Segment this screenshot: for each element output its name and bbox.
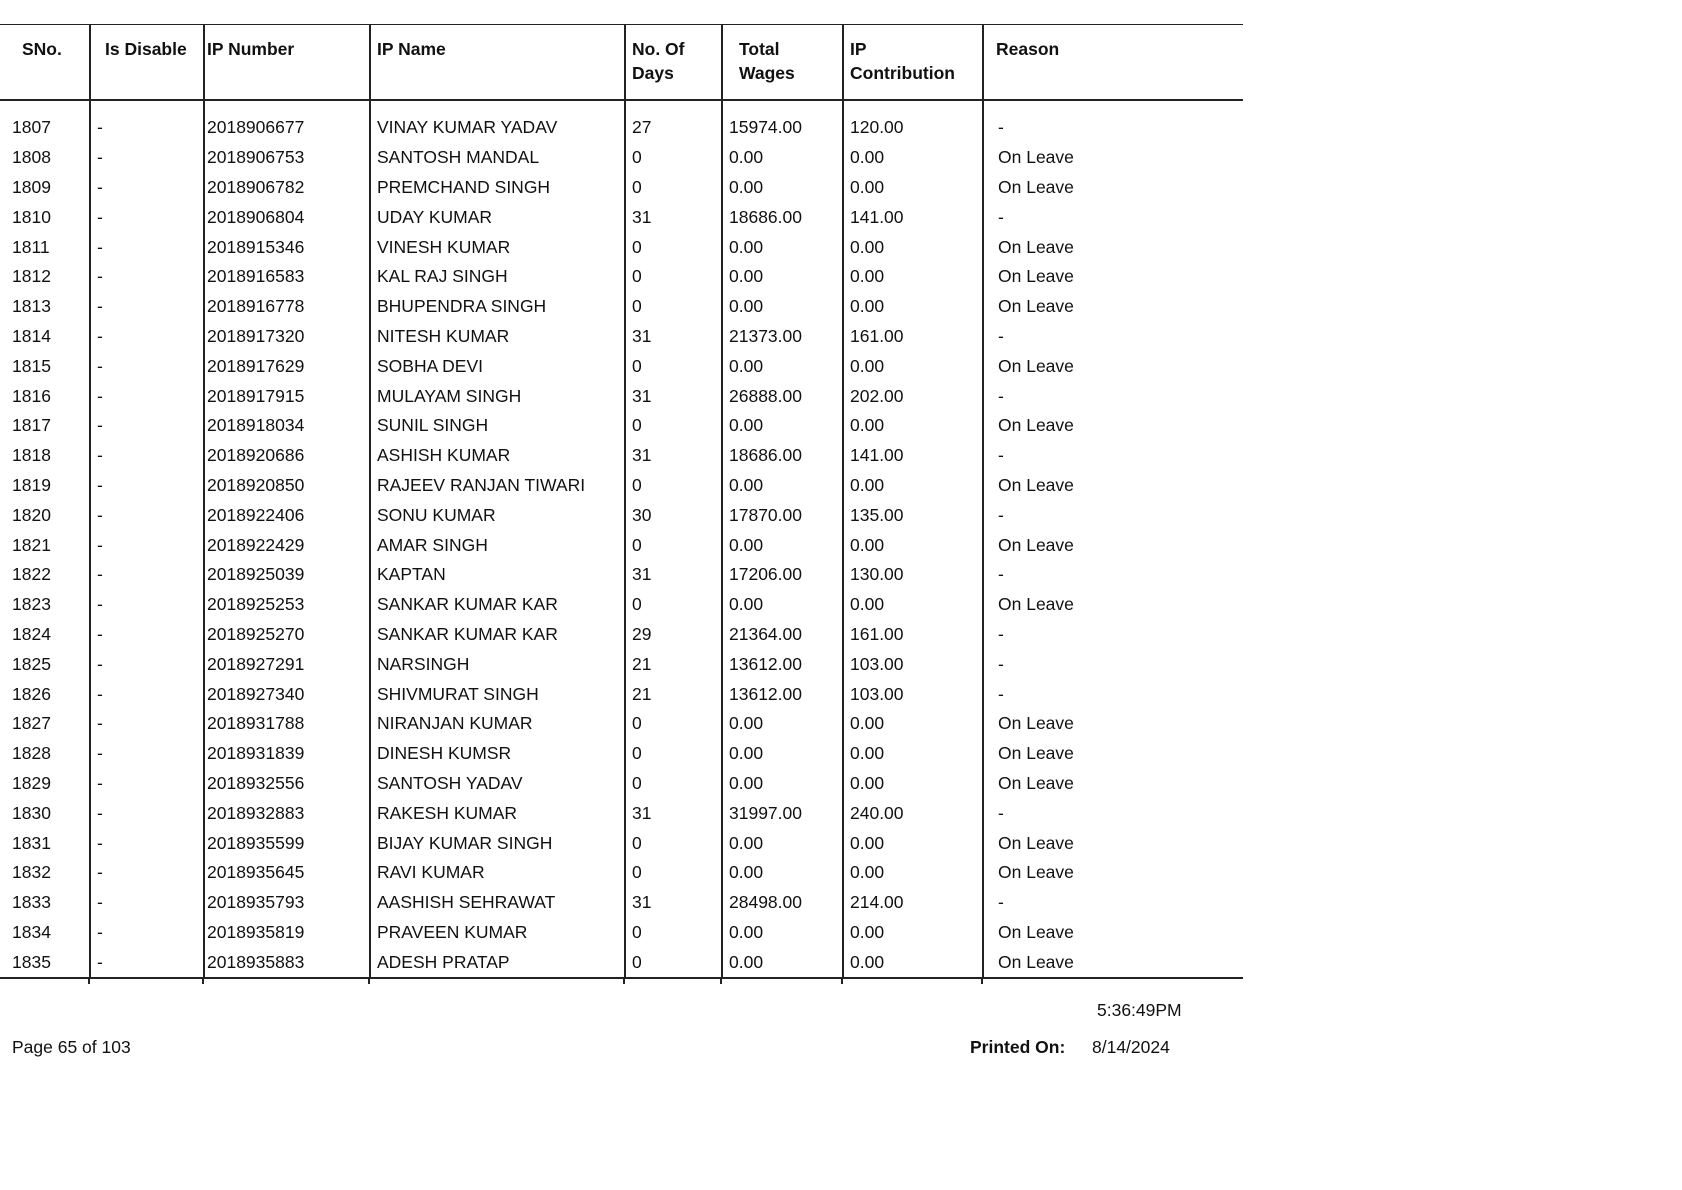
cell-ip-number: 2018920686 [204, 441, 370, 471]
cell-reason: - [983, 441, 1243, 471]
cell-reason: - [983, 560, 1243, 590]
cell-total-wages: 0.00 [722, 471, 843, 501]
cell-days: 29 [625, 620, 722, 650]
cell-reason: - [983, 888, 1243, 918]
cell-ip-contribution: 0.00 [843, 471, 983, 501]
cell-ip-name: KAPTAN [370, 560, 625, 590]
header-ip-number-label: IP Number [207, 39, 295, 59]
cell-reason: On Leave [983, 918, 1243, 948]
cell-total-wages: 21373.00 [722, 322, 843, 352]
cell-ip-name: UDAY KUMAR [370, 202, 625, 232]
column-stub [981, 979, 983, 984]
table-row [0, 560, 1243, 590]
cell-ip-contribution: 0.00 [843, 143, 983, 173]
cell-reason: On Leave [983, 471, 1243, 501]
cell-sno: 1809 [12, 176, 51, 197]
cell-sno: 1832 [12, 862, 51, 883]
cell-sno: 1815 [12, 355, 51, 376]
cell-is-disable: - [90, 530, 204, 560]
ip-contribution-table [0, 24, 1243, 979]
header-wages-line2: Wages [739, 63, 795, 83]
cell-sno: 1829 [12, 772, 51, 793]
table-row [0, 888, 1243, 918]
cell-ip-contribution: 135.00 [843, 500, 983, 530]
table-row [0, 262, 1243, 292]
cell-sno: 1810 [12, 206, 51, 227]
cell-sno: 1827 [12, 713, 51, 734]
table-row [0, 620, 1243, 650]
cell-total-wages: 18686.00 [722, 441, 843, 471]
cell-total-wages: 0.00 [722, 351, 843, 381]
cell-is-disable: - [90, 918, 204, 948]
printed-time: 5:36:49PM [1097, 1000, 1182, 1020]
cell-days: 0 [625, 530, 722, 560]
cell-total-wages: 13612.00 [722, 679, 843, 709]
cell-ip-name: AASHISH SEHRAWAT [370, 888, 625, 918]
cell-total-wages: 17870.00 [722, 500, 843, 530]
cell-is-disable: - [90, 381, 204, 411]
cell-ip-name: SONU KUMAR [370, 500, 625, 530]
cell-ip-number: 2018935599 [204, 828, 370, 858]
cell-ip-number: 2018925039 [204, 560, 370, 590]
cell-is-disable: - [90, 679, 204, 709]
cell-total-wages: 15974.00 [722, 113, 843, 143]
header-sno-label: SNo. [22, 39, 62, 59]
cell-days: 27 [625, 113, 722, 143]
cell-days: 31 [625, 202, 722, 232]
cell-reason: On Leave [983, 709, 1243, 739]
cell-ip-contribution: 0.00 [843, 858, 983, 888]
cell-is-disable: - [90, 947, 204, 978]
table-row [0, 679, 1243, 709]
cell-ip-name: SHIVMURAT SINGH [370, 679, 625, 709]
cell-days: 0 [625, 411, 722, 441]
cell-ip-number: 2018935883 [204, 947, 370, 978]
cell-days: 31 [625, 798, 722, 828]
cell-is-disable: - [90, 173, 204, 203]
cell-ip-number: 2018906782 [204, 173, 370, 203]
cell-ip-contribution: 0.00 [843, 232, 983, 262]
cell-ip-contribution: 130.00 [843, 560, 983, 590]
cell-ip-contribution: 0.00 [843, 530, 983, 560]
cell-days: 31 [625, 322, 722, 352]
cell-reason: On Leave [983, 143, 1243, 173]
cell-is-disable: - [90, 828, 204, 858]
table-row [0, 292, 1243, 322]
cell-ip-contribution: 0.00 [843, 709, 983, 739]
table-row [0, 471, 1243, 501]
report-sheet [0, 24, 1243, 984]
header-wages-line1: Total [739, 39, 780, 59]
cell-ip-number: 2018925270 [204, 620, 370, 650]
cell-ip-number: 2018931839 [204, 739, 370, 769]
cell-is-disable: - [90, 322, 204, 352]
header-total-wages [722, 25, 843, 101]
cell-ip-name: VINESH KUMAR [370, 232, 625, 262]
cell-is-disable: - [90, 292, 204, 322]
cell-sno: 1816 [12, 385, 51, 406]
cell-total-wages: 0.00 [722, 262, 843, 292]
cell-sno: 1808 [12, 147, 51, 168]
table-body [0, 100, 1243, 978]
cell-is-disable: - [90, 649, 204, 679]
cell-days: 0 [625, 351, 722, 381]
cell-is-disable: - [90, 739, 204, 769]
table-row [0, 947, 1243, 978]
cell-days: 0 [625, 709, 722, 739]
table-row [0, 351, 1243, 381]
cell-is-disable: - [90, 143, 204, 173]
table-row [0, 858, 1243, 888]
table-row [0, 918, 1243, 948]
cell-ip-name: RAKESH KUMAR [370, 798, 625, 828]
cell-total-wages: 28498.00 [722, 888, 843, 918]
cell-reason: On Leave [983, 858, 1243, 888]
cell-reason: On Leave [983, 739, 1243, 769]
column-stub [841, 979, 843, 984]
header-contrib-line2: Contribution [850, 63, 955, 83]
cell-days: 0 [625, 232, 722, 262]
column-stub [88, 979, 90, 984]
cell-ip-number: 2018916778 [204, 292, 370, 322]
cell-ip-number: 2018906804 [204, 202, 370, 232]
table-row [0, 530, 1243, 560]
cell-ip-number: 2018922429 [204, 530, 370, 560]
header-ip-number [204, 25, 370, 101]
cell-ip-contribution: 161.00 [843, 620, 983, 650]
table-row [0, 798, 1243, 828]
cell-ip-contribution: 141.00 [843, 441, 983, 471]
cell-is-disable: - [90, 500, 204, 530]
cell-ip-name: MULAYAM SINGH [370, 381, 625, 411]
cell-reason: On Leave [983, 411, 1243, 441]
table-row [0, 739, 1243, 769]
cell-days: 0 [625, 858, 722, 888]
cell-total-wages: 0.00 [722, 232, 843, 262]
cell-reason: On Leave [983, 262, 1243, 292]
cell-total-wages: 31997.00 [722, 798, 843, 828]
cell-ip-name: KAL RAJ SINGH [370, 262, 625, 292]
cell-sno: 1822 [12, 564, 51, 585]
cell-sno: 1828 [12, 743, 51, 764]
cell-ip-number: 2018932883 [204, 798, 370, 828]
column-stubs [0, 979, 1243, 984]
cell-ip-number: 2018932556 [204, 769, 370, 799]
column-stub [720, 979, 722, 984]
cell-reason: On Leave [983, 351, 1243, 381]
cell-ip-name: ASHISH KUMAR [370, 441, 625, 471]
header-days [625, 25, 722, 101]
cell-days: 30 [625, 500, 722, 530]
cell-ip-name: NIRANJAN KUMAR [370, 709, 625, 739]
cell-total-wages: 0.00 [722, 709, 843, 739]
cell-ip-name: AMAR SINGH [370, 530, 625, 560]
table-row [0, 769, 1243, 799]
table-row [0, 828, 1243, 858]
cell-sno: 1820 [12, 504, 51, 525]
cell-is-disable: - [90, 709, 204, 739]
cell-sno: 1814 [12, 325, 51, 346]
cell-total-wages: 0.00 [722, 739, 843, 769]
cell-ip-number: 2018925253 [204, 590, 370, 620]
cell-ip-contribution: 0.00 [843, 262, 983, 292]
cell-is-disable: - [90, 590, 204, 620]
cell-total-wages: 0.00 [722, 947, 843, 978]
cell-days: 0 [625, 262, 722, 292]
cell-is-disable: - [90, 202, 204, 232]
cell-ip-contribution: 0.00 [843, 918, 983, 948]
cell-ip-number: 2018915346 [204, 232, 370, 262]
cell-days: 0 [625, 739, 722, 769]
cell-is-disable: - [90, 262, 204, 292]
table-row [0, 411, 1243, 441]
cell-sno: 1824 [12, 623, 51, 644]
cell-total-wages: 21364.00 [722, 620, 843, 650]
cell-reason: - [983, 113, 1243, 143]
cell-total-wages: 0.00 [722, 173, 843, 203]
cell-sno: 1823 [12, 594, 51, 615]
cell-total-wages: 0.00 [722, 858, 843, 888]
cell-is-disable: - [90, 560, 204, 590]
cell-sno: 1817 [12, 415, 51, 436]
cell-total-wages: 0.00 [722, 143, 843, 173]
cell-ip-name: SANKAR KUMAR KAR [370, 590, 625, 620]
table-row [0, 500, 1243, 530]
cell-sno: 1825 [12, 653, 51, 674]
header-is-disable-label: Is Disable [105, 39, 187, 59]
cell-sno: 1818 [12, 445, 51, 466]
table-row [0, 173, 1243, 203]
header-contrib-line1: IP [850, 39, 867, 59]
cell-ip-contribution: 0.00 [843, 590, 983, 620]
cell-days: 0 [625, 471, 722, 501]
column-stub [202, 979, 204, 984]
cell-ip-number: 2018917915 [204, 381, 370, 411]
cell-ip-name: VINAY KUMAR YADAV [370, 113, 625, 143]
cell-reason: - [983, 798, 1243, 828]
table-row [0, 441, 1243, 471]
table-row [0, 590, 1243, 620]
cell-ip-number: 2018927291 [204, 649, 370, 679]
cell-days: 0 [625, 947, 722, 978]
cell-ip-contribution: 161.00 [843, 322, 983, 352]
cell-days: 31 [625, 888, 722, 918]
cell-ip-contribution: 0.00 [843, 828, 983, 858]
cell-ip-number: 2018916583 [204, 262, 370, 292]
cell-sno: 1811 [12, 236, 50, 257]
cell-ip-contribution: 141.00 [843, 202, 983, 232]
cell-is-disable: - [90, 232, 204, 262]
cell-ip-contribution: 214.00 [843, 888, 983, 918]
table-header [0, 25, 1243, 101]
cell-ip-contribution: 0.00 [843, 739, 983, 769]
cell-ip-name: BIJAY KUMAR SINGH [370, 828, 625, 858]
cell-total-wages: 17206.00 [722, 560, 843, 590]
cell-ip-contribution: 103.00 [843, 649, 983, 679]
header-row [0, 25, 1243, 101]
cell-ip-number: 2018935645 [204, 858, 370, 888]
cell-total-wages: 26888.00 [722, 381, 843, 411]
cell-ip-number: 2018935819 [204, 918, 370, 948]
cell-sno: 1826 [12, 683, 51, 704]
cell-sno: 1813 [12, 296, 51, 317]
cell-is-disable: - [90, 798, 204, 828]
cell-days: 0 [625, 918, 722, 948]
cell-is-disable: - [90, 471, 204, 501]
cell-ip-name: PRAVEEN KUMAR [370, 918, 625, 948]
cell-reason: On Leave [983, 590, 1243, 620]
header-reason [983, 25, 1243, 101]
cell-total-wages: 13612.00 [722, 649, 843, 679]
cell-reason: On Leave [983, 828, 1243, 858]
cell-ip-number: 2018906677 [204, 113, 370, 143]
cell-days: 21 [625, 679, 722, 709]
cell-sno: 1831 [12, 832, 51, 853]
cell-sno: 1835 [0, 947, 90, 978]
table-row [0, 143, 1243, 173]
cell-days: 31 [625, 381, 722, 411]
cell-ip-contribution: 0.00 [843, 411, 983, 441]
cell-ip-number: 2018927340 [204, 679, 370, 709]
cell-days: 0 [625, 590, 722, 620]
header-sno [0, 25, 90, 101]
cell-ip-contribution: 120.00 [843, 113, 983, 143]
cell-is-disable: - [90, 858, 204, 888]
cell-sno: 1830 [12, 802, 51, 823]
cell-total-wages: 0.00 [722, 590, 843, 620]
cell-is-disable: - [90, 769, 204, 799]
cell-ip-number: 2018918034 [204, 411, 370, 441]
cell-ip-name: NARSINGH [370, 649, 625, 679]
header-ip-contribution [843, 25, 983, 101]
cell-is-disable: - [90, 411, 204, 441]
cell-is-disable: - [90, 351, 204, 381]
table-row [0, 381, 1243, 411]
printed-on-label: Printed On: [970, 1037, 1066, 1057]
column-stub [623, 979, 625, 984]
cell-ip-number: 2018906753 [204, 143, 370, 173]
cell-reason: On Leave [983, 530, 1243, 560]
cell-reason: On Leave [983, 947, 1243, 978]
cell-reason: - [983, 322, 1243, 352]
cell-ip-contribution: 202.00 [843, 381, 983, 411]
cell-reason: On Leave [983, 232, 1243, 262]
cell-days: 31 [625, 560, 722, 590]
cell-reason: - [983, 620, 1243, 650]
cell-days: 0 [625, 828, 722, 858]
header-ip-name [370, 25, 625, 101]
cell-days: 0 [625, 769, 722, 799]
cell-reason: - [983, 679, 1243, 709]
cell-reason: On Leave [983, 173, 1243, 203]
cell-ip-name: SOBHA DEVI [370, 351, 625, 381]
cell-sno: 1807 [12, 117, 51, 138]
cell-total-wages: 18686.00 [722, 202, 843, 232]
cell-ip-contribution: 103.00 [843, 679, 983, 709]
cell-ip-name: NITESH KUMAR [370, 322, 625, 352]
cell-ip-name: BHUPENDRA SINGH [370, 292, 625, 322]
cell-sno: 1833 [12, 892, 51, 913]
cell-sno: 1819 [12, 474, 51, 495]
cell-ip-name: RAVI KUMAR [370, 858, 625, 888]
header-days-line1: No. Of [632, 39, 685, 59]
cell-ip-name: SANKAR KUMAR KAR [370, 620, 625, 650]
cell-reason: On Leave [983, 769, 1243, 799]
cell-ip-contribution: 0.00 [843, 173, 983, 203]
cell-reason: - [983, 649, 1243, 679]
column-stub [368, 979, 370, 984]
printed-on-date: 8/14/2024 [1092, 1037, 1170, 1057]
cell-ip-name: SANTOSH YADAV [370, 769, 625, 799]
cell-is-disable: - [90, 441, 204, 471]
cell-ip-number: 2018917320 [204, 322, 370, 352]
cell-total-wages: 0.00 [722, 918, 843, 948]
cell-ip-name: RAJEEV RANJAN TIWARI [370, 471, 625, 501]
cell-sno: 1834 [12, 921, 51, 942]
cell-is-disable: - [90, 888, 204, 918]
table-row [0, 322, 1243, 352]
cell-ip-number: 2018922406 [204, 500, 370, 530]
page-indicator: Page 65 of 103 [12, 1037, 131, 1057]
cell-ip-contribution: 0.00 [843, 769, 983, 799]
header-ip-name-label: IP Name [377, 39, 446, 59]
cell-total-wages: 0.00 [722, 769, 843, 799]
cell-ip-number: 2018935793 [204, 888, 370, 918]
cell-is-disable: - [90, 620, 204, 650]
cell-sno: 1821 [12, 534, 51, 555]
cell-ip-name: ADESH PRATAP [370, 947, 625, 978]
header-reason-label: Reason [996, 39, 1060, 59]
cell-ip-contribution: 0.00 [843, 947, 983, 978]
cell-days: 31 [625, 441, 722, 471]
cell-total-wages: 0.00 [722, 530, 843, 560]
cell-reason: - [983, 202, 1243, 232]
cell-reason: - [983, 381, 1243, 411]
cell-ip-name: SANTOSH MANDAL [370, 143, 625, 173]
cell-ip-name: PREMCHAND SINGH [370, 173, 625, 203]
cell-is-disable: - [90, 113, 204, 143]
table-row [0, 709, 1243, 739]
cell-ip-contribution: 240.00 [843, 798, 983, 828]
cell-ip-contribution: 0.00 [843, 351, 983, 381]
table-row [0, 649, 1243, 679]
header-days-line2: Days [632, 63, 674, 83]
table-row [0, 232, 1243, 262]
cell-ip-name: SUNIL SINGH [370, 411, 625, 441]
cell-days: 0 [625, 143, 722, 173]
cell-total-wages: 0.00 [722, 828, 843, 858]
table-spacer-row [0, 100, 1243, 113]
cell-ip-number: 2018931788 [204, 709, 370, 739]
cell-total-wages: 0.00 [722, 411, 843, 441]
header-is-disable [90, 25, 204, 101]
cell-days: 0 [625, 292, 722, 322]
cell-ip-number: 2018917629 [204, 351, 370, 381]
table-row [0, 113, 1243, 143]
cell-reason: On Leave [983, 292, 1243, 322]
cell-days: 21 [625, 649, 722, 679]
cell-ip-number: 2018920850 [204, 471, 370, 501]
cell-days: 0 [625, 173, 722, 203]
cell-sno: 1812 [12, 266, 51, 287]
table-row [0, 202, 1243, 232]
cell-ip-name: DINESH KUMSR [370, 739, 625, 769]
cell-total-wages: 0.00 [722, 292, 843, 322]
cell-reason: - [983, 500, 1243, 530]
cell-ip-contribution: 0.00 [843, 292, 983, 322]
